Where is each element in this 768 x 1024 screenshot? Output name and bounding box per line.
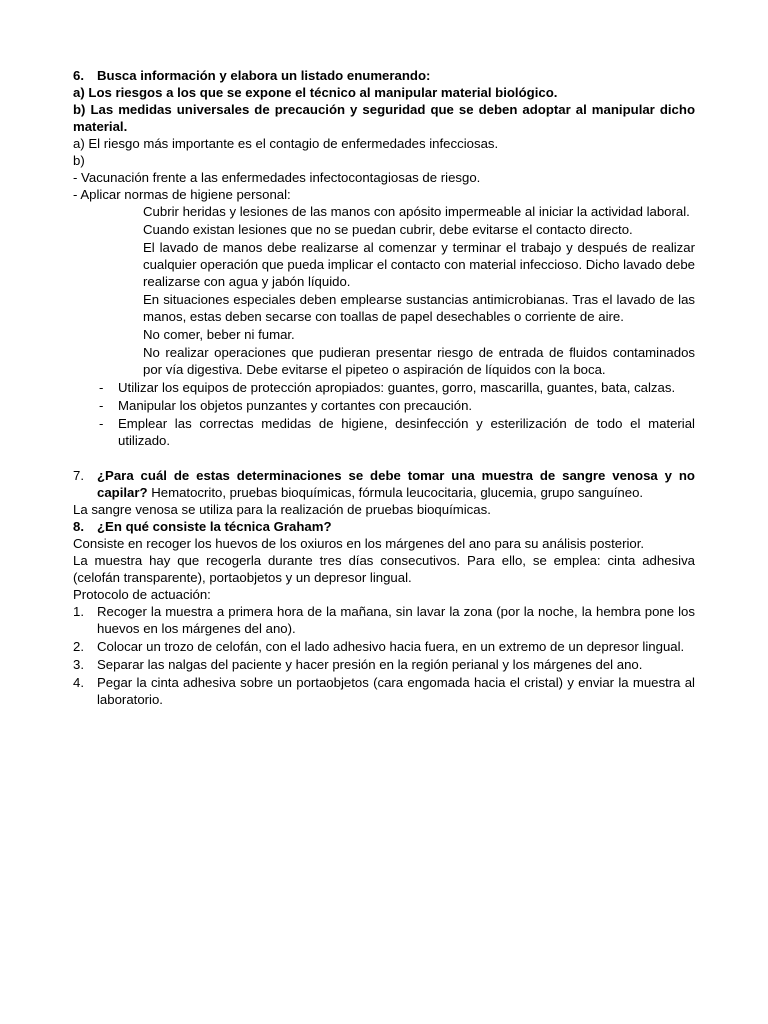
step-text: Colocar un trozo de celofán, con el lado adhesivo hacia fuera, en un extremo de un depresor lingual. xyxy=(97,639,685,654)
dash-item xyxy=(99,379,695,396)
hygiene-item: No comer, beber ni fumar. xyxy=(143,327,295,342)
protocol-step xyxy=(73,674,695,708)
question-8-question: ¿En qué consiste la técnica Graham? xyxy=(97,519,332,534)
dash-bullet: - xyxy=(99,398,104,413)
question-title: Busca información y elabora un listado enumerando: xyxy=(97,68,431,83)
step-number: 2. xyxy=(73,639,84,654)
question-6-heading xyxy=(73,67,695,84)
hygiene-item: En situaciones especiales deben emplearse sustancias antimicrobianas. Tras el lavado de las manos, estas deben secarse con toallas de papel desechables o corriente de aire. xyxy=(143,292,695,324)
dash-bullet: - xyxy=(99,380,104,395)
answer-6-hygiene-label: - Aplicar normas de higiene personal: xyxy=(73,187,291,202)
protocol-steps xyxy=(73,603,695,708)
hygiene-item: El lavado de manos debe realizarse al comenzar y terminar el trabajo y después de realizar cualquier operación que pueda implicar el contacto con material infeccioso. Dicho lavado debe realizarse con agua y jabón líquido. xyxy=(143,240,696,289)
hygiene-item: Cuando existan lesiones que no se puedan cubrir, debe evitarse el contacto directo. xyxy=(143,222,633,237)
question-7-options: Hematocrito, pruebas bioquímicas, fórmula leucocitaria, glucemia, grupo sanguíneo. xyxy=(147,485,644,500)
question-8-heading xyxy=(73,518,695,535)
question-7-text xyxy=(97,467,695,501)
answer-6-b-label: b) xyxy=(73,153,85,168)
document-page xyxy=(73,67,695,709)
question-6-part-b: b) Las medidas universales de precaución y seguridad que se deben adoptar al manipular dicho material. xyxy=(73,102,695,134)
question-6-part-a: a) Los riesgos a los que se expone el técnico al manipular material biológico. xyxy=(73,85,558,100)
protocol-step xyxy=(73,656,695,673)
question-number: 8. xyxy=(73,519,84,534)
question-number: 7. xyxy=(73,468,84,483)
step-number: 4. xyxy=(73,675,84,690)
answer-8-paragraph-1: Consiste en recoger los huevos de los oxiuros en los márgenes del ano para su análisis posterior. xyxy=(73,536,645,551)
spacer xyxy=(73,450,695,467)
dash-item-text: Emplear las correctas medidas de higiene, desinfección y esterilización de todo el material utilizado. xyxy=(118,416,695,448)
step-text: Pegar la cinta adhesiva sobre un portaobjetos (cara engomada hacia el cristal) y enviar la muestra al laboratorio. xyxy=(97,675,695,707)
hygiene-list xyxy=(73,203,695,378)
step-number: 1. xyxy=(73,604,84,619)
dash-item-text: Manipular los objetos punzantes y cortantes con precaución. xyxy=(118,398,473,413)
protocol-step xyxy=(73,603,695,637)
step-text: Recoger la muestra a primera hora de la mañana, sin lavar la zona (por la noche, la hembra pone los huevos en los márgenes del ano). xyxy=(97,604,695,636)
question-7-question: ¿Para cuál de estas determinaciones se debe tomar una muestra de sangre venosa y no capilar? xyxy=(97,468,695,500)
dash-item xyxy=(99,397,695,414)
hygiene-item: No realizar operaciones que pudieran presentar riesgo de entrada de fluidos contaminados por vía digestiva. Debe evitarse el pipeteo o aspiración de líquidos con la boca. xyxy=(143,345,695,377)
answer-6-vaccination: - Vacunación frente a las enfermedades infectocontagiosas de riesgo. xyxy=(73,170,481,185)
answer-6-a: a) El riesgo más importante es el contagio de enfermedades infecciosas. xyxy=(73,136,499,151)
step-number: 3. xyxy=(73,657,84,672)
dash-item xyxy=(99,415,695,449)
dash-list xyxy=(73,379,695,449)
answer-7: La sangre venosa se utiliza para la realización de pruebas bioquímicas. xyxy=(73,502,491,517)
protocol-label: Protocolo de actuación: xyxy=(73,587,211,602)
dash-bullet: - xyxy=(99,416,104,431)
dash-item-text: Utilizar los equipos de protección apropiados: guantes, gorro, mascarilla, guantes, bata, calzas. xyxy=(118,380,676,395)
hygiene-item: Cubrir heridas y lesiones de las manos con apósito impermeable al iniciar la actividad laboral. xyxy=(143,204,690,219)
step-text: Separar las nalgas del paciente y hacer presión en la región perianal y los márgenes del ano. xyxy=(97,657,643,672)
question-number: 6. xyxy=(73,68,84,83)
answer-8-paragraph-2: La muestra hay que recogerla durante tres días consecutivos. Para ello, se emplea: cinta adhesiva (celofán transparente), portaobjetos y un depresor lingual. xyxy=(73,553,695,585)
protocol-step xyxy=(73,638,695,655)
question-7 xyxy=(73,467,695,501)
